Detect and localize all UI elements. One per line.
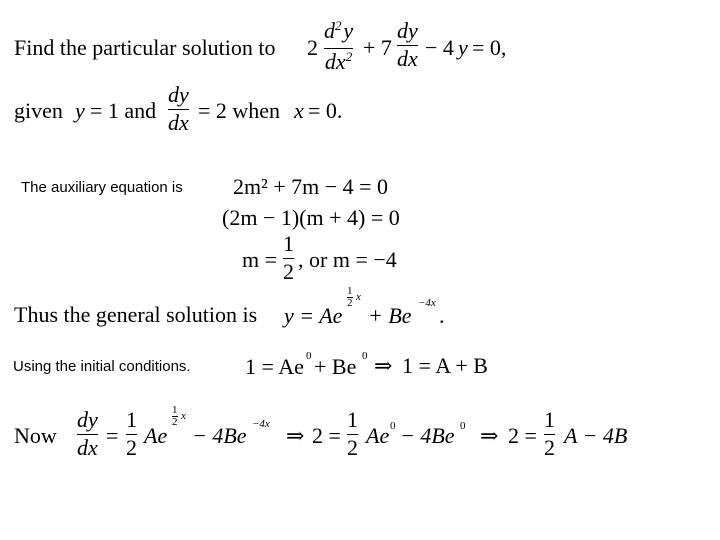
initial-sup2: 0 <box>362 350 368 362</box>
now-exp-fraction <box>172 405 178 428</box>
implies-arrow-3: ⇒ <box>480 423 499 448</box>
given-dx: dx <box>168 110 189 135</box>
problem-intro-text: Find the particular solution to <box>14 35 276 60</box>
given-x: x <box>294 98 304 123</box>
root-den: 2 <box>283 259 294 284</box>
auxiliary-m-eq: m = <box>242 247 278 272</box>
now-half3-num: 1 <box>544 407 555 432</box>
d2y-y: y <box>343 18 354 43</box>
given-derivative-fraction <box>168 82 189 136</box>
now-equals: = <box>106 423 119 448</box>
general-y-eq: y = Ae <box>284 303 343 328</box>
equals-zero: = 0, <box>472 35 507 60</box>
dx-text: dx <box>397 46 418 71</box>
d2y-sup: 2 <box>335 18 342 33</box>
general-exp-num: 1 <box>347 285 353 297</box>
plus-7: + 7 <box>363 35 392 60</box>
given-eq2: = 2 when <box>198 98 281 123</box>
general-plus-be: + Be <box>368 303 412 328</box>
initial-label: Using the initial conditions. <box>13 358 191 375</box>
now-half2-fraction <box>347 407 358 461</box>
now-two-eq: 2 = <box>312 423 341 448</box>
general-exp2: −4x <box>418 297 436 309</box>
root-half-fraction <box>283 231 294 285</box>
now-half2-den: 2 <box>347 435 358 460</box>
now-ae0: Ae <box>366 423 390 448</box>
general-period: . <box>439 303 445 328</box>
given-dy: dy <box>168 82 189 107</box>
now-exp-num: 1 <box>172 404 178 416</box>
dx2-sup: 2 <box>345 49 353 64</box>
general-text: Thus the general solution is <box>14 302 258 327</box>
first-derivative-fraction <box>397 18 418 72</box>
auxiliary-or: , or m = −4 <box>298 247 397 272</box>
now-ae: Ae <box>144 423 168 448</box>
now-sup0a: 0 <box>390 420 396 432</box>
general-exp-den: 2 <box>347 297 353 309</box>
root-num: 1 <box>283 231 294 256</box>
now-final: A − 4B <box>564 423 628 448</box>
y-var: y <box>458 35 468 60</box>
now-exp2: −4x <box>252 418 270 430</box>
second-derivative-fraction <box>324 18 353 78</box>
now-half3-den: 2 <box>544 435 555 460</box>
now-half2-num: 1 <box>347 407 358 432</box>
now-dx: dx <box>77 435 98 460</box>
given-eq0: = 0. <box>308 98 343 123</box>
general-exp-x: x <box>356 291 361 303</box>
auxiliary-eq1: 2m² + 7m − 4 = 0 <box>233 174 389 199</box>
initial-mid: + Be <box>314 354 357 379</box>
dy-text: dy <box>397 18 418 43</box>
initial-sup1: 0 <box>306 350 312 362</box>
now-half-den: 2 <box>126 435 137 460</box>
dx2-text: dx <box>324 49 346 74</box>
d2y-d: d <box>324 18 335 43</box>
coef-2: 2 <box>307 35 318 60</box>
auxiliary-label: The auxiliary equation is <box>21 179 183 196</box>
now-dydx-fraction <box>77 407 98 461</box>
now-minus4be0: − 4Be <box>400 423 455 448</box>
implies-arrow-2: ⇒ <box>286 423 305 448</box>
now-dy: dy <box>77 407 98 432</box>
given-eq1: = 1 and <box>90 98 157 123</box>
given-text: given <box>14 98 63 123</box>
now-two-eq2: 2 = <box>508 423 537 448</box>
now-sup0b: 0 <box>460 420 466 432</box>
auxiliary-eq2: (2m − 1)(m + 4) = 0 <box>222 205 400 230</box>
given-y: y <box>75 98 85 123</box>
now-half-num: 1 <box>126 407 137 432</box>
minus-4: − 4 <box>425 35 454 60</box>
initial-rhs: 1 = A + B <box>402 353 488 378</box>
now-exp-den: 2 <box>172 416 178 428</box>
now-exp-x: x <box>181 410 186 422</box>
now-half3-fraction <box>544 407 555 461</box>
general-exp-fraction <box>347 286 353 309</box>
now-half-fraction <box>126 407 137 461</box>
now-minus4be: − 4Be <box>192 423 247 448</box>
initial-eq: 1 = Ae <box>245 354 304 379</box>
implies-arrow-1: ⇒ <box>374 353 393 378</box>
now-label: Now <box>14 423 57 448</box>
